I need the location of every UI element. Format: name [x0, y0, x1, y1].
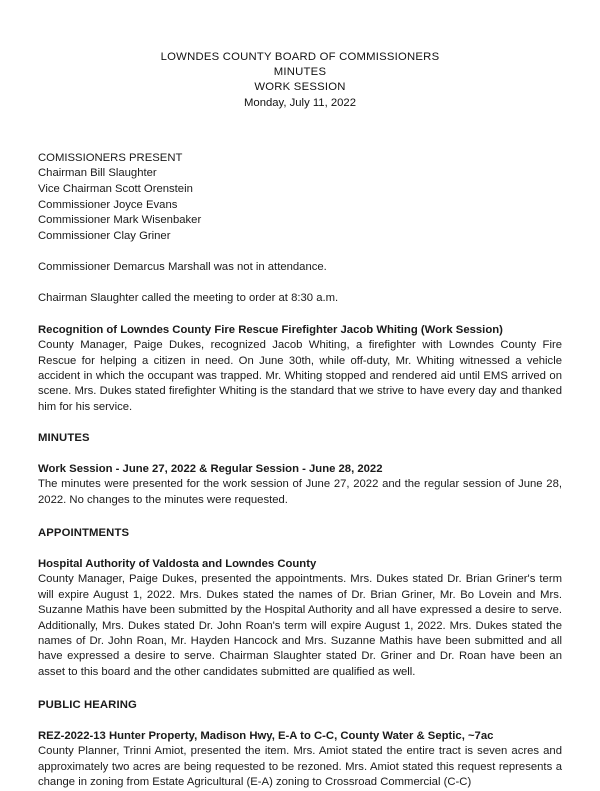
call-to-order-note: Chairman Slaughter called the meeting to order at 8:30 a.m.: [38, 291, 339, 304]
header-line-session: WORK SESSION: [254, 81, 346, 94]
recognition-title: Recognition of Lowndes County Fire Rescue Firefighter Jacob Whiting (Work Session): [38, 323, 503, 336]
spacer: [38, 307, 562, 323]
attendance-member: Vice Chairman Scott Orenstein: [38, 183, 193, 195]
spacer: [38, 276, 562, 291]
document-header: [38, 50, 562, 111]
spacer: [38, 447, 562, 462]
attendance-member: Commissioner Mark Wisenbaker: [38, 214, 202, 227]
header-line-organization: LOWNDES COUNTY BOARD OF COMMISSIONERS: [160, 51, 440, 63]
attendance-member: Commissioner Clay Griner: [38, 229, 171, 242]
attendance-member: Commissioner Joyce Evans: [38, 198, 178, 211]
section-heading-public-hearing: PUBLIC HEARING: [38, 699, 137, 712]
spacer: [38, 680, 562, 698]
spacer: [38, 714, 562, 729]
spacer: [38, 415, 562, 431]
header-spacer: [38, 111, 562, 151]
public-hearing-body: County Planner, Trinni Amiot, presented the item. Mrs. Amiot stated the entire tract is seven acres and approximately two acres are being requested to be rezoned. Mrs. Amiot stated this request represents a change in zoning from Estate Agricultural (E-A) zoning to Crossroad Commercial (C-C): [38, 745, 562, 789]
attendance-heading: COMISSIONERS PRESENT: [38, 151, 183, 164]
header-line-date: Monday, July 11, 2022: [244, 96, 356, 109]
minutes-body: The minutes were presented for the work session of June 27, 2022 and the regular session of June 28, 2022. No changes to the minutes were requested.: [38, 478, 562, 506]
attendance-block: [38, 151, 562, 245]
absent-note: Commissioner Demarcus Marshall was not in attendance.: [38, 261, 327, 274]
spacer: [38, 542, 562, 557]
public-hearing-item-title: REZ-2022-13 Hunter Property, Madison Hwy, E-A to C-C, County Water & Septic, ~7ac: [38, 729, 494, 742]
minutes-item-title: Work Session - June 27, 2022 & Regular Session - June 28, 2022: [38, 462, 383, 475]
recognition-body: County Manager, Paige Dukes, recognized Jacob Whiting, a firefighter with Lowndes County Fire Rescue for helping a citizen in need. On June 30th, while off-duty, Mr. Whiting witnessed a vehicle accident in which the occupant was trapped. Mr. Whiting stopped and rendered aid until EMS arrived on scene. Mrs. Dukes stated firefighter Whiting is the standard that we strive to have every day and thanked him for his service.: [38, 339, 562, 413]
spacer: [38, 244, 562, 260]
appointments-item-title: Hospital Authority of Valdosta and Lowndes County: [38, 557, 317, 570]
header-line-doctype: MINUTES: [273, 66, 327, 79]
appointments-body: County Manager, Paige Dukes, presented the appointments. Mrs. Dukes stated Dr. Brian Griner's term will expire August 1, 2022. Mrs. Dukes stated the names of Dr. Brian Griner, Mr. Bo Lovein and Mrs. Suzanne Mathis have been submitted by the Hospital Authority and all have expressed a desire to serve. Additionally, Mrs. Dukes stated Dr. John Roan's term will expire August 1, 2022. Mrs. Dukes stated the names of Dr. John Roan, Mr. Hayden Hancock and Mrs. Suzanne Mathis have been submitted and all have expressed a desire to serve. Chairman Slaughter stated Dr. Griner and Dr. Roan have been an asset to this board and the other candidates submitted are qualified as well.: [38, 573, 562, 678]
section-heading-appointments: APPOINTMENTS: [38, 527, 130, 540]
section-heading-minutes: MINUTES: [38, 432, 90, 445]
spacer: [38, 508, 562, 526]
attendance-member: Chairman Bill Slaughter: [38, 167, 157, 180]
